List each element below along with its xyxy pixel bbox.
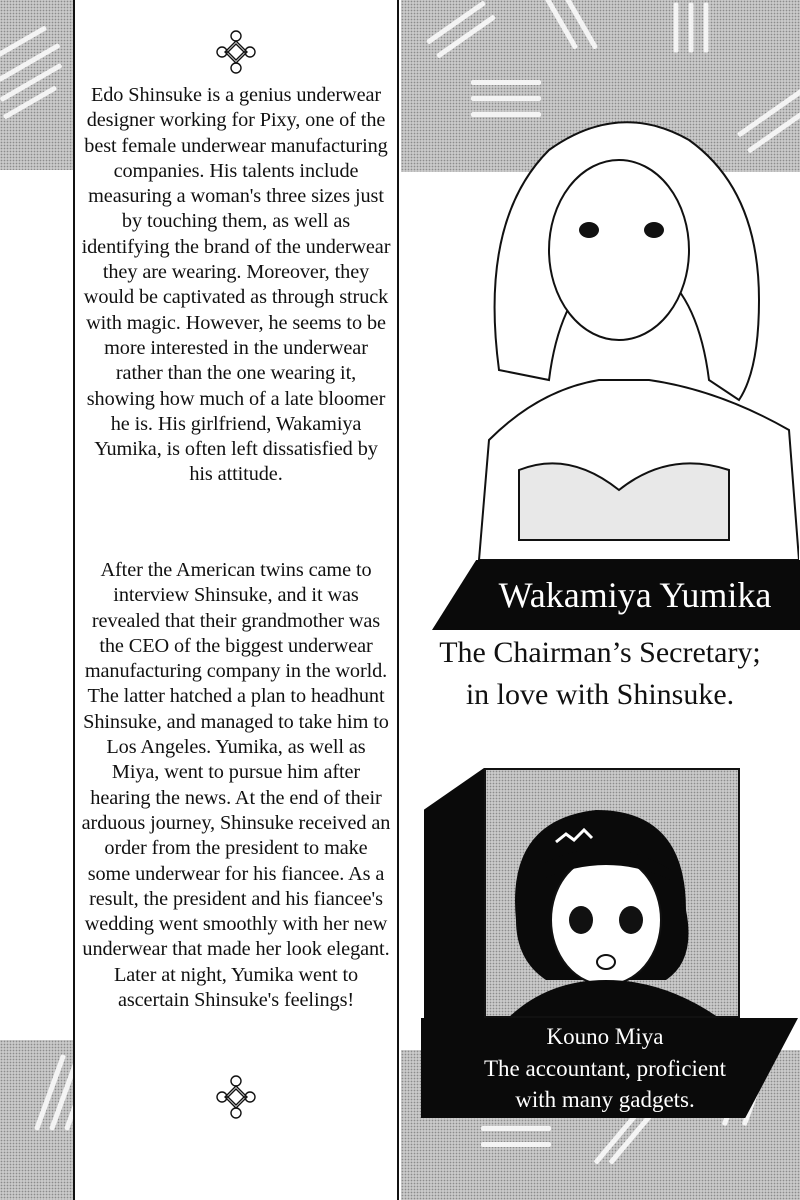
miya-role-line-2: with many gadgets.	[515, 1087, 695, 1112]
yumika-role-line-1: The Chairman’s Secretary;	[439, 636, 761, 669]
summary-paragraph-2: After the American twins came to interview Shinsuke, and it was revealed that their grandmother was the CEO of the biggest underwear manufacturing company in the world. The latter hatched a plan to headhunt Shinsuke, and managed to take him to Los Angeles. Yumika, as well as Miya, went to pursue him after hearing the news. At the end of their arduous journey, Shinsuke received an order from the president to make some underwear for his fiancee. As a result, the president and his fiancee's wedding went smoothly with her new underwear that made her look elegant. Later at night, Yumika went to ascertain Shinsuke's feelings!	[81, 559, 391, 1012]
miya-name: Kouno Miya	[546, 1024, 664, 1049]
yumika-role	[400, 632, 800, 716]
miya-role-line-1: The accountant, proficient	[483, 1055, 727, 1081]
miya-portrait-illustration	[486, 770, 740, 1018]
screentone-left-top	[0, 0, 73, 170]
yumika-role-line-2: in love with Shinsuke.	[465, 678, 735, 711]
summary-column	[73, 0, 399, 1200]
miya-caption	[440, 1018, 770, 1116]
miya-panel-3d-side	[424, 768, 484, 1028]
screentone-left-bottom	[0, 1040, 73, 1200]
miya-portrait-panel	[484, 768, 740, 1018]
yumika-name: Wakamiya Yumika	[498, 575, 772, 615]
celtic-knot-ornament-icon	[216, 1075, 256, 1119]
celtic-knot-ornament-icon	[216, 30, 256, 74]
yumika-portrait-illustration	[459, 70, 799, 560]
summary-paragraph-1: Edo Shinsuke is a genius underwear designer working for Pixy, one of the best female underwear manufacturing companies. His talents include measuring a woman's three sizes just by touching them, as well as identifying the brand of the underwear they are wearing. Moreover, they would be captivated as through struck with magic. However, he seems to be more interested in the underwear rather than the one wearing it, showing how much of a late bloomer he is. His girlfriend, Wakamiya Yumika, is often left dissatisfied by his attitude.	[81, 84, 391, 486]
